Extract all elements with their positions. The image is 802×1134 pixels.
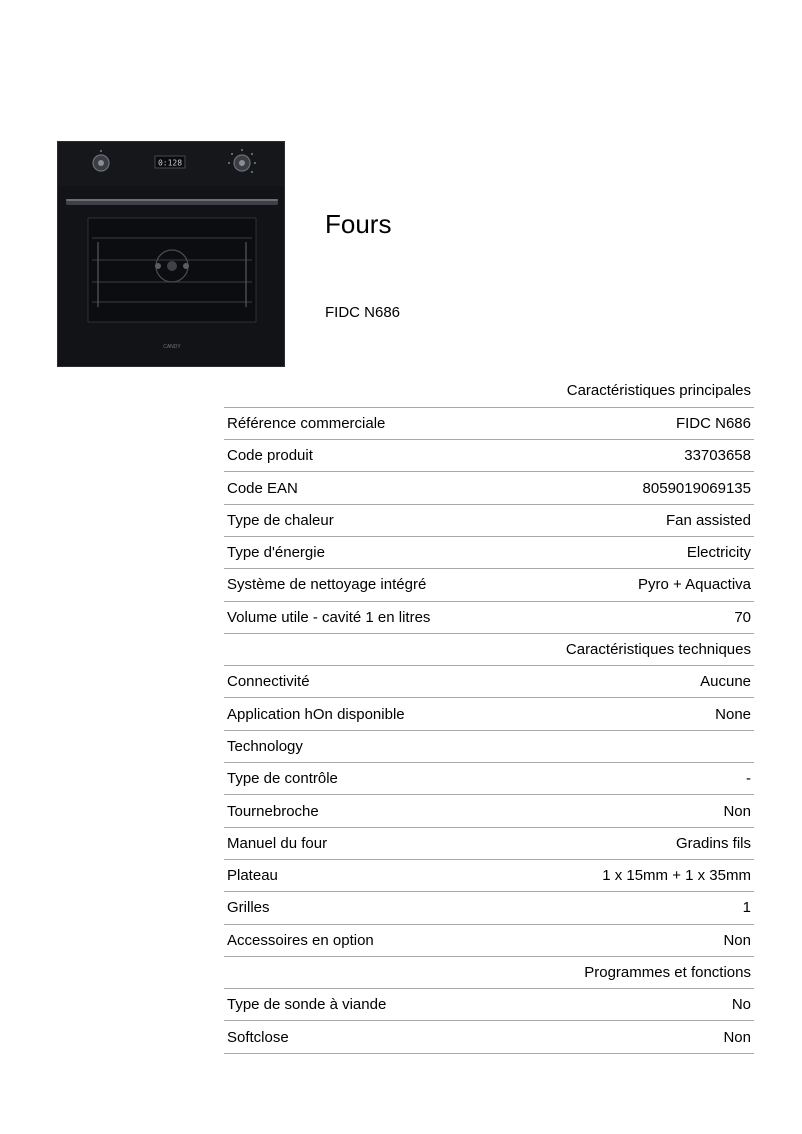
- table-row: [224, 924, 754, 956]
- table-row: [224, 763, 754, 795]
- product-model: FIDC N686: [325, 304, 401, 321]
- table-row: [224, 698, 754, 730]
- table-row: [224, 407, 754, 439]
- spec-value: Aucune: [501, 666, 754, 698]
- spec-value: -: [501, 763, 754, 795]
- specifications-body: [224, 375, 754, 1053]
- spec-value: 1 x 15mm + 1 x 35mm: [501, 859, 754, 891]
- table-row: [224, 730, 754, 762]
- spec-value: FIDC N686: [501, 407, 754, 439]
- spec-label: Tournebroche: [224, 795, 501, 827]
- spec-label: Référence commerciale: [224, 407, 501, 439]
- table-row: [224, 504, 754, 536]
- spec-label: Type d'énergie: [224, 536, 501, 568]
- spec-label: [224, 375, 501, 407]
- spec-label: Système de nettoyage intégré: [224, 569, 501, 601]
- table-row: [224, 1021, 754, 1053]
- spec-label: Code EAN: [224, 472, 501, 504]
- spec-value: 33703658: [501, 440, 754, 472]
- table-row: [224, 601, 754, 633]
- table-row: [224, 892, 754, 924]
- table-row: [224, 569, 754, 601]
- spec-label: Type de chaleur: [224, 504, 501, 536]
- spec-label: Softclose: [224, 1021, 501, 1053]
- specifications-table: [224, 375, 754, 1054]
- section-header-row: [224, 956, 754, 988]
- spec-value: Non: [501, 924, 754, 956]
- spec-value: Gradins fils: [501, 827, 754, 859]
- spec-value: 1: [501, 892, 754, 924]
- spec-value: Non: [501, 1021, 754, 1053]
- section-title: Caractéristiques techniques: [501, 633, 754, 665]
- spec-value: None: [501, 698, 754, 730]
- section-title: Programmes et fonctions: [501, 956, 754, 988]
- table-row: [224, 859, 754, 891]
- spec-value: Electricity: [501, 536, 754, 568]
- brand-logo: CANDY: [163, 344, 181, 350]
- table-row: [224, 440, 754, 472]
- oven-product-image: [57, 141, 285, 367]
- spec-label: [224, 633, 501, 665]
- spec-label: Grilles: [224, 892, 501, 924]
- table-row: [224, 989, 754, 1021]
- section-header-row: [224, 633, 754, 665]
- spec-label: Code produit: [224, 440, 501, 472]
- spec-label: Application hOn disponible: [224, 698, 501, 730]
- spec-label: Plateau: [224, 859, 501, 891]
- section-header-row: [224, 375, 754, 407]
- table-row: [224, 795, 754, 827]
- spec-value: 8059019069135: [501, 472, 754, 504]
- spec-value: Pyro + Aquactiva: [501, 569, 754, 601]
- section-title: Caractéristiques principales: [501, 375, 754, 407]
- table-row: [224, 536, 754, 568]
- spec-label: Connectivité: [224, 666, 501, 698]
- oven-illustration: [58, 142, 285, 367]
- table-row: [224, 666, 754, 698]
- oven-display-text: 0:128: [157, 158, 183, 168]
- spec-label: Accessoires en option: [224, 924, 501, 956]
- table-row: [224, 472, 754, 504]
- table-row: [224, 827, 754, 859]
- spec-value: 70: [501, 601, 754, 633]
- spec-label: [224, 956, 501, 988]
- spec-value: No: [501, 989, 754, 1021]
- spec-value: Fan assisted: [501, 504, 754, 536]
- spec-label: Type de sonde à viande: [224, 989, 501, 1021]
- spec-label: Type de contrôle: [224, 763, 501, 795]
- spec-label: Volume utile - cavité 1 en litres: [224, 601, 501, 633]
- spec-label: Manuel du four: [224, 827, 501, 859]
- spec-label: Technology: [224, 730, 501, 762]
- page-title: Fours: [325, 209, 392, 239]
- spec-value: Non: [501, 795, 754, 827]
- spec-value: [501, 730, 754, 762]
